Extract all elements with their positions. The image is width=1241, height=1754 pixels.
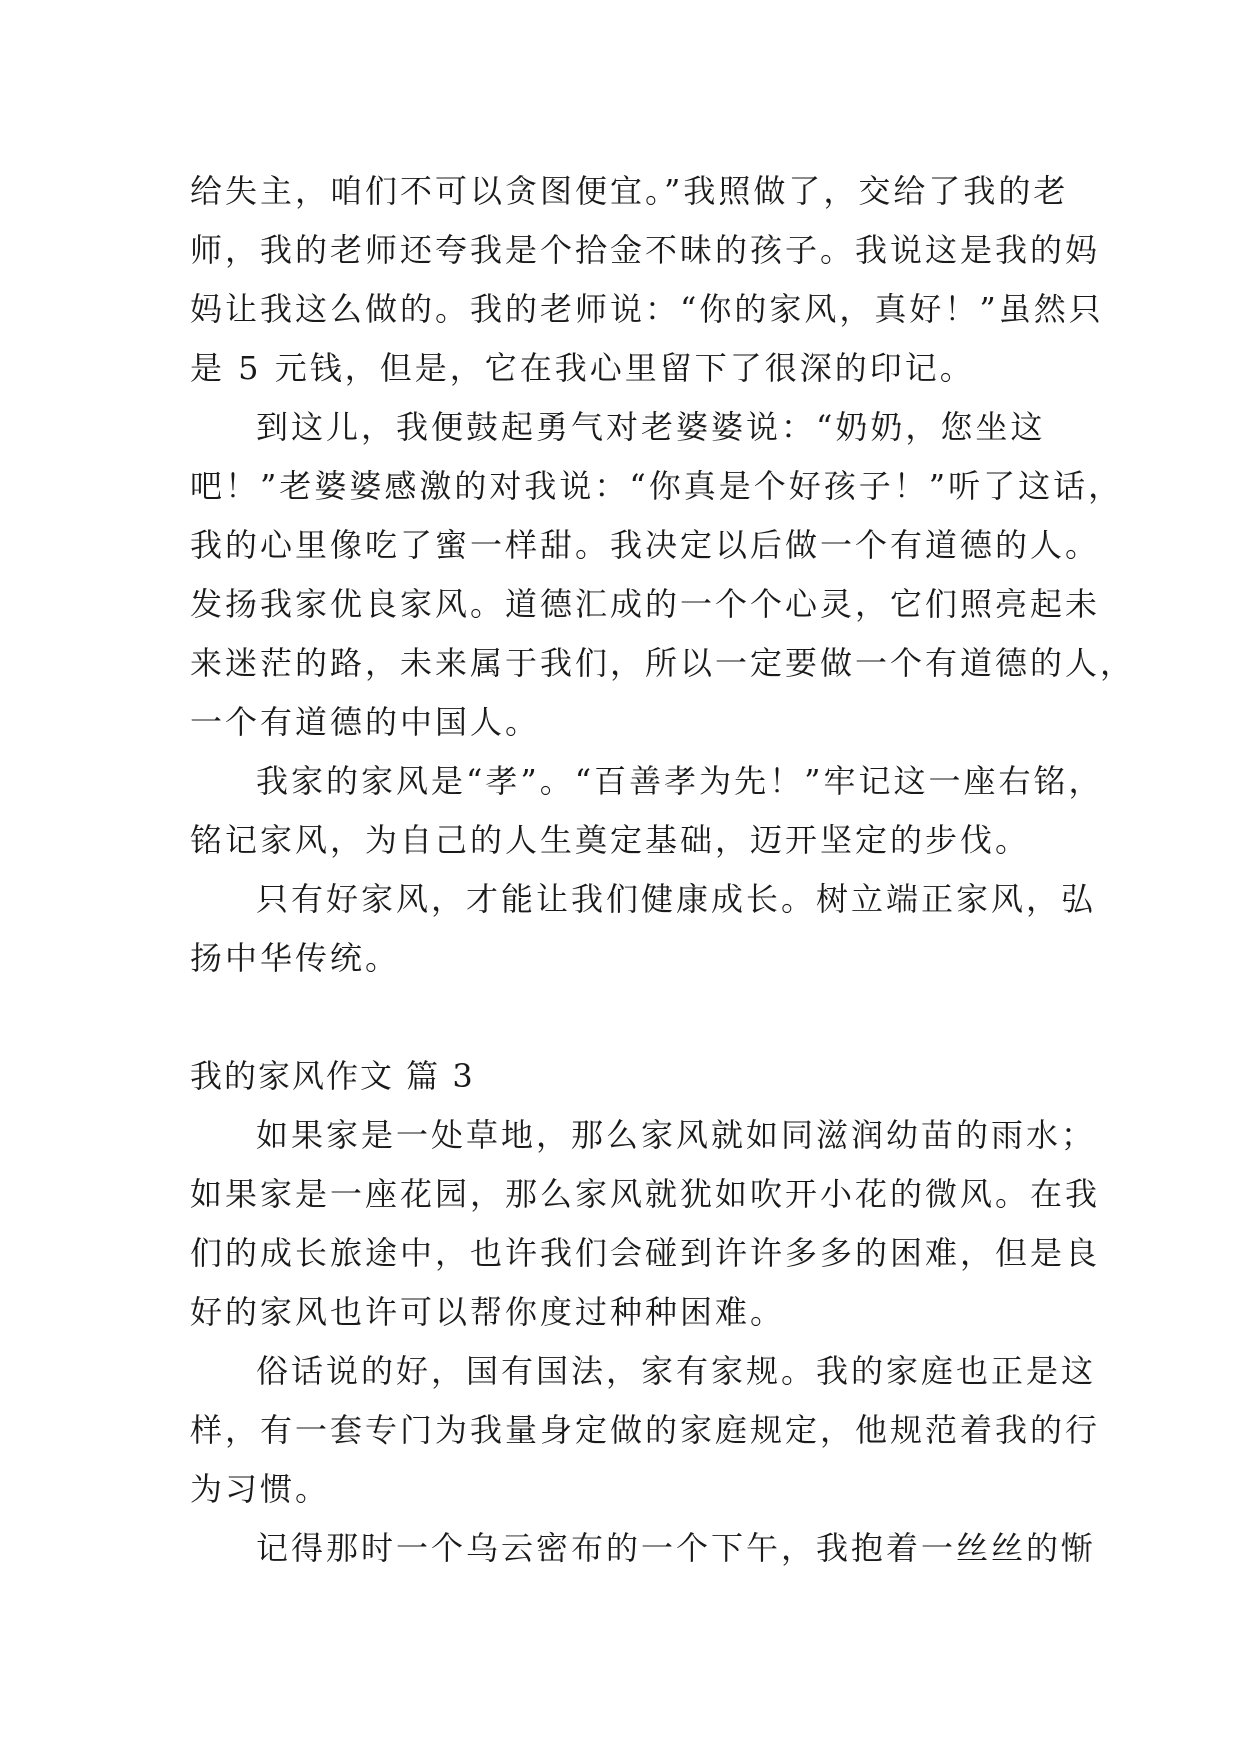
text-line: 们的成长旅途中，也许我们会碰到许许多多的困难，但是良: [190, 1234, 1101, 1272]
text-line: 给失主，咱们不可以贪图便宜。”我照做了，交给了我的老: [190, 172, 1069, 210]
text-line: 为习惯。: [190, 1470, 331, 1508]
text-line: 我的心里像吃了蜜一样甜。我决定以后做一个有道德的人。: [190, 526, 1101, 564]
paragraph: [190, 870, 1097, 988]
text-line: 扬中华传统。: [190, 939, 401, 977]
text-line: 我家的家风是“孝”。“百善孝为先！”牢记这一座右铭，: [256, 762, 1104, 800]
text-line: 样，有一套专门为我量身定做的家庭规定，他规范着我的行: [190, 1411, 1101, 1449]
document-body: [190, 162, 1136, 1578]
text-line: 师，我的老师还夸我是个拾金不昧的孩子。我说这是我的妈: [190, 231, 1101, 269]
text-line: 妈让我这么做的。我的老师说：“你的家风，真好！”虽然只: [190, 290, 1104, 328]
text-line: 到这儿，我便鼓起勇气对老婆婆说：“奶奶，您坐这: [256, 408, 1046, 446]
paragraph: [190, 1106, 1101, 1342]
text-line: 发扬我家优良家风。道德汇成的一个个心灵，它们照亮起未: [190, 585, 1101, 623]
text-line: 好的家风也许可以帮你度过种种困难。: [190, 1293, 786, 1331]
text-line: 如果家是一处草地，那么家风就如同滋润幼苗的雨水；: [256, 1116, 1097, 1154]
text-line: 铭记家风，为自己的人生奠定基础，迈开坚定的步伐。: [190, 821, 1031, 859]
text-line: 吧！”老婆婆感激的对我说：“你真是个好孩子！”听了这话，: [190, 467, 1124, 505]
paragraph: [190, 1519, 1097, 1578]
paragraph: [190, 752, 1104, 870]
blank-line: [190, 988, 1070, 1047]
text-line: 俗话说的好，国有国法，家有家规。我的家庭也正是这: [256, 1352, 1097, 1390]
paragraph: [190, 398, 1136, 752]
paragraph: [190, 1342, 1101, 1519]
text-line: 记得那时一个乌云密布的一个下午，我抱着一丝丝的惭: [256, 1529, 1097, 1567]
text-line: 只有好家风，才能让我们健康成长。树立端正家风，弘: [256, 880, 1097, 918]
text-line: 如果家是一座花园，那么家风就犹如吹开小花的微风。在我: [190, 1175, 1101, 1213]
paragraph: [190, 162, 1104, 398]
text-line: 是 5 元钱，但是，它在我心里留下了很深的印记。: [190, 349, 975, 387]
text-line: 一个有道德的中国人。: [190, 703, 541, 741]
section-heading: 我的家风作文 篇 3: [190, 1057, 475, 1095]
text-line: 来迷茫的路，未来属于我们，所以一定要做一个有道德的人，: [190, 644, 1136, 682]
